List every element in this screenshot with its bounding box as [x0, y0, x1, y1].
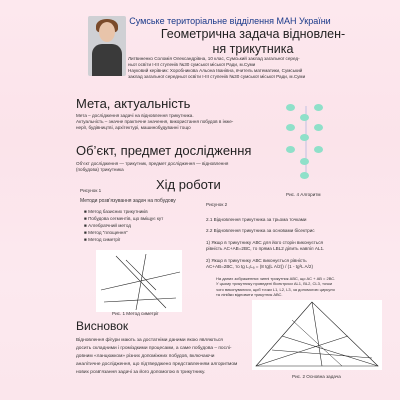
claim-2-line-2: АС+АВ=2ВС, то tg L₁Lₐ = (8 tg(L A/2)) / (1 - tg²L A/2)	[206, 264, 313, 269]
author-line-4: заклад загальної середньої освіти І-ІІІ ступенів №30 сумської міської Ради, м.Суми	[128, 74, 306, 79]
steps	[206, 214, 396, 236]
fig2-label: Рисунок 2	[206, 202, 228, 207]
goal-heading: Мета, актуальність	[76, 96, 191, 111]
work-heading: Хід роботи	[156, 177, 221, 192]
conclusion-heading: Висновок	[76, 319, 129, 333]
conclusion-line-5: нових розв’язання задачі за його допомогою в трикутнику.	[76, 370, 206, 375]
algorithm-diagram	[276, 102, 336, 192]
note-line-3: чого виконувалися, щоб точки L1, L2, L3, за допомогою циркуля	[216, 286, 335, 292]
claim-1-line-1: 1) Якщо в трикутнику АВС для його сторін виконується	[206, 240, 323, 245]
goal-text-line-3: нерії, будівництві, архітектурі, машинобудуванні тощо	[76, 125, 191, 130]
figure-symmetry	[96, 250, 182, 312]
author-line-3: Науковий керівник: Хоробникова Альона Іванівна, вчитель математики, Сумський	[128, 68, 303, 73]
method-item-3: ■ Алгебраїчний метод	[84, 223, 131, 228]
note-line-1: На даних зображеннях чинні трикутник АВС, що АС + АВ = 2ВС.	[216, 276, 336, 281]
note-line-4: та лінійки відновити трикутник АВС.	[216, 292, 283, 298]
methods-list	[84, 208, 184, 243]
conclusion-line-2: досить складними і громіздкими процесами, а саме побудова – послі-	[76, 346, 232, 351]
fig3-caption: Рис. 2 Основна задача	[292, 374, 341, 379]
object-text	[76, 161, 271, 173]
poster-title	[128, 27, 378, 57]
goal-text-line-2: Актуальність – значне практичне значення, використання побудов в інже-	[76, 119, 234, 124]
fig1-caption: Рис. 1 Метод симетрії	[112, 311, 159, 316]
goal-text-line-1: Мета – дослідження задачі на відновлення трикутника.	[76, 113, 194, 118]
conclusion-line-3: довним «ланцюжком» різних допоміжних побудов, включаючи	[76, 354, 215, 359]
conclusion-line-1: Відновлення фігури мають за достатніми даними якою являються	[76, 338, 223, 343]
org-line: Сумське територіальне відділення МАН України	[129, 16, 331, 26]
author-line-1: Литвиненко Соломія Олександрівна, 10 клас, Сумський заклад загальної серед-	[128, 56, 300, 61]
claim-2-line-1: 2) Якщо в трикутнику АВС виконується рівність	[206, 258, 307, 263]
claim-1	[206, 240, 396, 252]
conclusion-text	[76, 337, 256, 377]
claim-1-line-2: рівність АС+АВ=2ВС, то пряма LВL2 ділить навпіл АL1.	[206, 246, 325, 251]
author-line-2: ньої освіти І-ІІІ ступенів №30 сумської міської Ради, м.Суми	[128, 62, 256, 67]
note-text	[216, 276, 394, 298]
title-line-2: ня трикутника	[212, 42, 294, 56]
step-1: 2.1 Відновлення трикутника за трьома точками	[206, 217, 307, 222]
methods-heading: Методи розв’язування задач на побудову	[80, 198, 176, 204]
fig1-label: Рисунок 1	[80, 188, 102, 193]
title-line-1: Геометрична задача відновлен-	[160, 27, 346, 41]
method-item-4: ■ Метод “площення”	[84, 230, 128, 235]
figure-main-task	[252, 300, 382, 370]
claim-2	[206, 258, 396, 270]
author-info	[128, 56, 386, 80]
object-heading: Об’єкт, предмет дослідження	[76, 143, 252, 158]
note-line-2: У цьому трикутнику проведені бісектриси АL1, ВL2, СL3, точки	[216, 281, 333, 287]
goal-text	[76, 113, 271, 131]
method-item-1: ■ Метод базисних трикутників	[84, 209, 148, 214]
method-item-2: ■ Побудова сегментів, що вміщує кут	[84, 216, 164, 221]
object-text-line-2: (побудова) трикутника	[76, 167, 124, 172]
step-2: 2.2 Відновлення трикутника за основами бісектрис	[206, 228, 315, 233]
conclusion-line-4: аналітичне дослідження, що підтверджено представленням алгоритмом	[76, 362, 238, 367]
algorithm-caption: Рис. 4 Алгоритм	[286, 192, 321, 197]
object-text-line-1: Об’єкт дослідження — трикутник, предмет дослідження — відновлення	[76, 161, 229, 166]
method-item-5: ■ Метод симетрії	[84, 237, 121, 242]
